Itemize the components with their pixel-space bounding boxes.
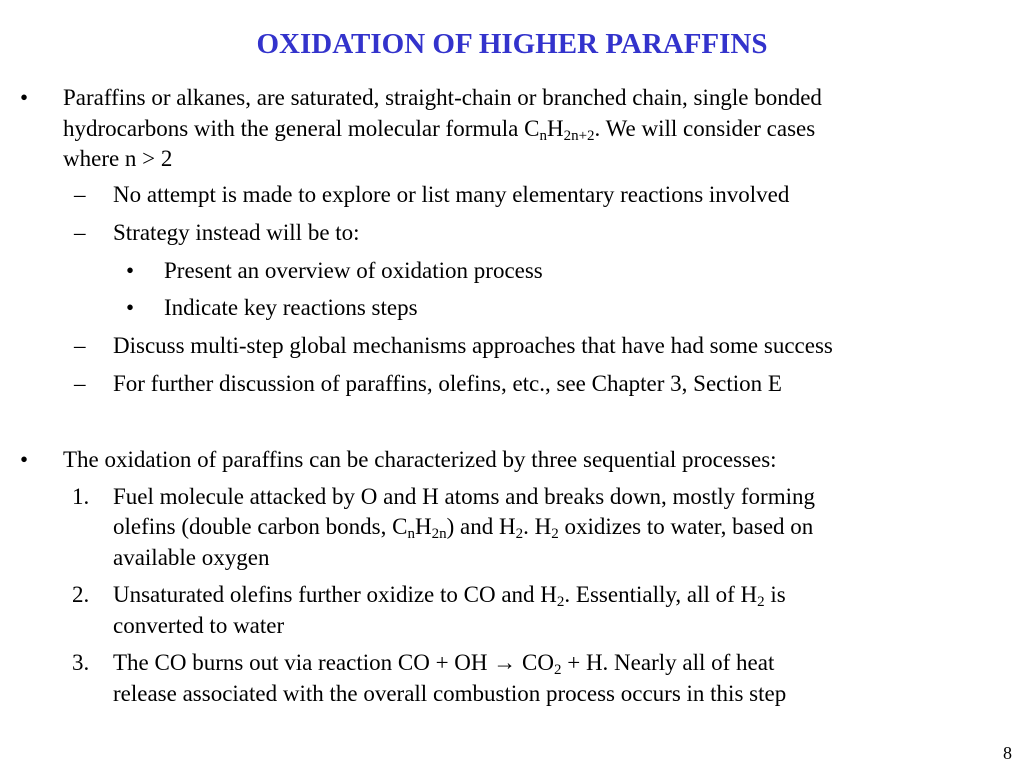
numbered-item-line: Fuel molecule attacked by O and H atoms and breaks down, mostly forming: [113, 484, 815, 509]
numbered-item-line: olefins (double carbon bonds, $C_nH_{2n}$) and $H_2$. $H_2$ oxidizes to water, based on: [113, 514, 814, 542]
dash-marker: –: [74, 220, 86, 245]
dash-marker: –: [74, 333, 86, 358]
sub-point: No attempt is made to explore or list many elementary reactions involved: [113, 182, 790, 207]
numbered-item-line: release associated with the overall combustion process occurs in this step: [113, 681, 787, 706]
bullet-marker: •: [20, 447, 29, 472]
sub-sub-point: Indicate key reactions steps: [164, 295, 418, 320]
number-marker: 3.: [72, 650, 90, 675]
sub-point: Strategy instead will be to:: [113, 220, 360, 245]
numbered-item-line: converted to water: [113, 613, 285, 638]
sub-sub-point: Present an overview of oxidation process: [164, 258, 543, 283]
dash-marker: –: [74, 371, 86, 396]
paragraph-line: Paraffins or alkanes, are saturated, straight-chain or branched chain, single bonded: [63, 85, 822, 110]
number-marker: 2.: [72, 582, 90, 607]
paragraph-line: where n > 2: [63, 146, 173, 171]
sub-point: For further discussion of paraffins, olefins, etc., see Chapter 3, Section E: [113, 371, 782, 396]
slide-title: OXIDATION OF HIGHER PARAFFINS: [256, 28, 768, 60]
numbered-item-line: Unsaturated olefins further oxidize to CO and $H_2$. Essentially, all of $H_2$ is: [113, 582, 786, 610]
numbered-item-line: The CO burns out via reaction CO + OH → $CO_2 + H$. Nearly all of heat: [113, 650, 775, 678]
paragraph-line: The oxidation of paraffins can be characterized by three sequential processes:: [63, 447, 777, 472]
paragraph-line: hydrocarbons with the general molecular formula $C_nH_{2n+2}$. We will consider cases: [63, 116, 816, 144]
page-number: 8: [1003, 743, 1012, 763]
bullet-marker: •: [20, 85, 29, 110]
dash-marker: –: [74, 182, 86, 207]
sub-point: Discuss multi-step global mechanisms approaches that have had some success: [113, 333, 833, 358]
numbered-item-line: available oxygen: [113, 545, 270, 570]
number-marker: 1.: [72, 484, 90, 509]
bullet-marker: •: [126, 258, 135, 283]
bullet-marker: •: [126, 295, 135, 320]
